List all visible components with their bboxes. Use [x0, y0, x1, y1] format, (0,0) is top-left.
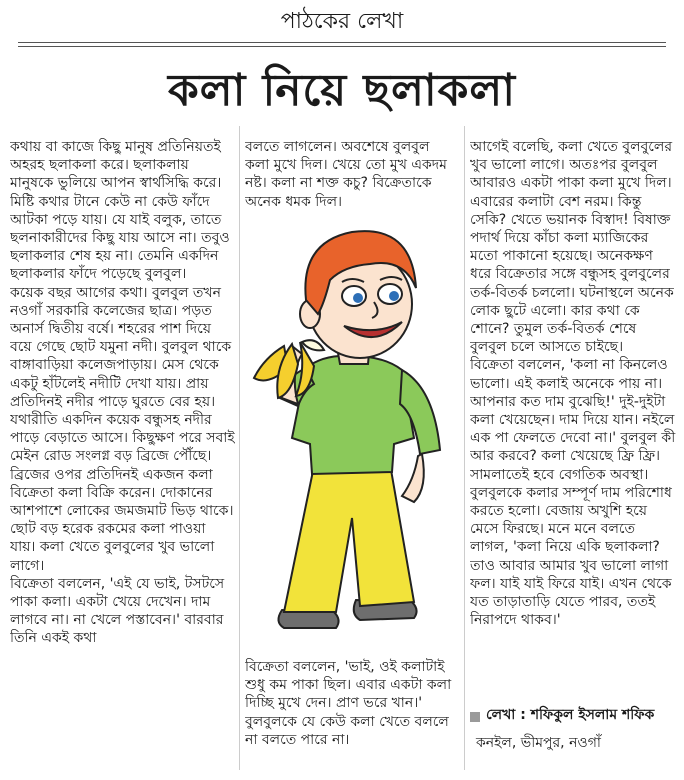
author-address: কনইল, ভীমপুর, নওগাঁ — [476, 735, 601, 751]
yellow-pants — [284, 464, 414, 612]
section-label: পাঠকের লেখা — [280, 9, 404, 34]
top-rule — [18, 42, 666, 43]
author-byline: লেখা : শফিকুল ইসলাম শফিক — [486, 707, 655, 723]
column-divider-1 — [239, 126, 240, 770]
top-rule-2 — [18, 46, 666, 47]
headline: কলা নিয়ে ছলাকলা — [168, 65, 516, 116]
article-column-1: কথায় বা কাজে কিছু মানুষ প্রতিনিয়তই অহরহ ছলাকলা করে। ছলাকলায় মানুষকে ভুলিয়ে আপন স্বার্থসিদ্ধি করে। মিষ্টি কথার টানে কেউ না কেউ ফাঁদে আটকা পড়ে যায়। যে যাই বলুক, তাতে ছলনাকারীদের কিছু যায় আসে না। তবুও ছলাকলার শেষ হয় না। তেমনি একদিন ছলাকলার ফাঁদে পড়েছে বুলবুল। কয়েক বছর আগের কথা। বুলবুল তখন নওগাঁ সরকারি কলেজের ছাত্র। পড়ত অনার্স দ্বিতীয় বর্ষে। শহরের পাশ দিয়ে বয়ে গেছে ছোট যমুনা নদী। বুলবুল থাকে বাঙ্গাবাড়িয়া কলেজপাড়ায়। মেস থেকে একটু হাঁটলেই নদীটি দেখা যায়। প্রায় প্রতিদিনই নদীর পাড়ে ঘুরতে বের হয়। যথারীতি একদিন কয়েক বন্ধুসহ নদীর পাড়ে বেড়াতে আসে। কিছুক্ষণ পরে সবাই মেইন রোড সংলগ্ন বড় ব্রিজে পৌঁছে। ব্রিজের ওপর প্রতিদিনই একজন কলা বিক্রেতা কলা বিক্রি করেন। দোকানের আশপাশে লোকের জমজমাট ভিড় থাকে। ছোট বড় হরেক রকমের কলা পাওয়া যায়। কলা খেতে বুলবুলের খুব ভালো লাগে। বিক্রেতা বললেন, 'এই যে ভাই, টসটসে পাকা কলা। একটা খেয়ে দেখেন। দাম লাগবে না। না খেলে পস্তাবেন।' বারবার তিনি একই কথা — [10, 139, 235, 647]
article-column-2-bottom: বিক্রেতা বললেন, 'ভাই, ওই কলাটাই শুধু কম পাকা ছিল। এবার একটা কলা দিচ্ছি মুখে দেন। প্রাণ ভরে খান।' বুলবুলকে যে কেউ কলা খেতে বললে না বলতে পারে না। — [245, 659, 452, 748]
article-column-2-top: বলতে লাগলেন। অবশেষে বুলবুল কলা মুখে দিল। খেয়ে তো মুখ একদম নষ্ট। কলা না শক্ত কচু? বিক্রেতাকে অনেক ধমক দিল। — [245, 139, 447, 210]
column-divider-2 — [464, 126, 465, 770]
article-column-3: আগেই বলেছি, কলা খেতে বুলবুলের খুব ভালো লাগে। অতঃপর বুলবুল আবারও একটা পাকা কলা মুখে দিল। এবারের কলাটা বেশ নরম। কিন্তু সেকি? খেতে ভয়ানক বিস্বাদ! বিষাক্ত পদার্থ দিয়ে কাঁচা কলা ম্যাজিকের মতো পাকানো হয়েছে। অনেকক্ষণ ধরে বিক্রেতার সঙ্গে বন্ধুসহ বুলবুলের তর্ক-বিতর্ক চললো। ঘটনাস্থলে অনেক লোক ছুটে এলো। কার কথা কে শোনে? তুমুল তর্ক-বিতর্ক শেষে বুলবুল চলে আসতে চাইছে। বিক্রেতা বললেন, 'কলা না কিনলেও ভালো। এই কলাই অনেকে পায় না। আপনার কত দাম বুঝেছি!' দুই-দুইটা কলা খেয়েছেন। দাম দিয়ে যান। নইলে এক পা ফেলতে দেবো না।' বুলবুল কী আর করবে? কলা খেয়েছে ফ্রি ফ্রি। সামলাতেই হবে বেগতিক অবস্থা। বুলবুলকে কলার সম্পূর্ণ দাম পরিশোধ করতে হলো। বেজায় অখুশি হয়ে মেসে ফিরছে। মনে মনে বলতে লাগল, 'কলা নিয়ে একি ছলাকলা? তাও আবার আমার খুব ভালো লাগা ফল। যাই যাই ফিরে যাই। এখন থেকে যত তাড়াতাড়ি যেতে পারব, ততই নিরাপদে থাকব।' — [470, 139, 676, 629]
boy-eating-banana-illustration — [244, 218, 460, 648]
byline-square-icon — [470, 712, 480, 722]
